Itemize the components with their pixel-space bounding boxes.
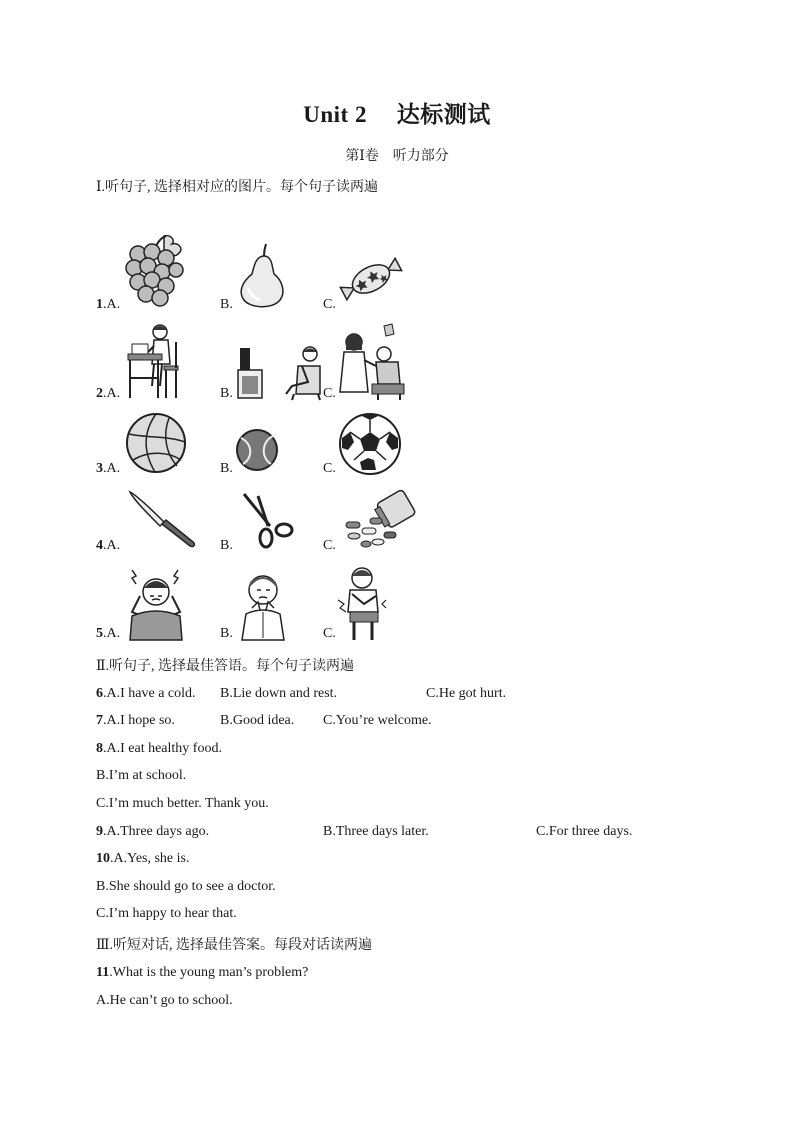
nurse-patient-icon <box>338 322 406 400</box>
q1-label: 1.A. <box>96 297 121 312</box>
q4-label: 4.A. <box>96 538 121 553</box>
q2-option-b-label: B. <box>220 386 233 401</box>
q11-option-a: A.He can’t go to school. <box>96 993 233 1008</box>
pills-icon <box>340 488 420 552</box>
q9-option-a: 9.A.Three days ago. <box>96 824 210 839</box>
q2-option-c-label: C. <box>323 386 336 401</box>
q3-label: 3.A. <box>96 461 121 476</box>
q11-question: 11.What is the young man’s problem? <box>96 965 309 980</box>
q5-option-c-label: C. <box>323 626 336 641</box>
q3-option-b-label: B. <box>220 461 233 476</box>
scissors-icon <box>240 492 294 550</box>
q6-option-a: 6.A.I have a cold. <box>96 686 196 701</box>
q6-option-b: B.Lie down and rest. <box>220 686 338 701</box>
q5-label: 5.A. <box>96 626 121 641</box>
section-2-heading: Ⅱ.听句子, 选择最佳答语。每个句子读两遍 <box>96 659 355 674</box>
q10-option-a: 10.A.Yes, she is. <box>96 851 190 866</box>
q3-option-c-label: C. <box>323 461 336 476</box>
pear-icon <box>236 242 286 310</box>
q8-option-a: 8.A.I eat healthy food. <box>96 741 222 756</box>
q8-option-b: B.I’m at school. <box>96 768 187 783</box>
q7-option-b: B.Good idea. <box>220 713 295 728</box>
q6-option-c: C.He got hurt. <box>426 686 507 701</box>
boy-watching-tv-icon <box>236 346 322 400</box>
q2-label: 2.A. <box>96 386 121 401</box>
q1-option-c-label: C. <box>323 297 336 312</box>
grapes-icon <box>126 232 188 310</box>
tennis-ball-icon <box>235 428 279 472</box>
boy-studying-icon <box>124 322 184 400</box>
q5-option-b-label: B. <box>220 626 233 641</box>
page-title: Unit 2 达标测试 <box>303 102 491 127</box>
volleyball-icon <box>125 412 187 474</box>
section-3-heading: Ⅲ.听短对话, 选择最佳答案。每段对话读两遍 <box>96 938 372 953</box>
paper-part-label: 第Ⅰ卷 听力部分 <box>345 149 449 164</box>
q7-option-a: 7.A.I hope so. <box>96 713 175 728</box>
q9-option-b: B.Three days later. <box>323 824 429 839</box>
q4-option-b-label: B. <box>220 538 233 553</box>
q1-option-b-label: B. <box>220 297 233 312</box>
sore-throat-icon <box>238 568 288 640</box>
candy-icon <box>338 252 404 306</box>
q10-option-c: C.I’m happy to hear that. <box>96 906 237 921</box>
q10-option-b: B.She should go to see a doctor. <box>96 879 276 894</box>
headache-icon <box>126 566 186 640</box>
soccer-ball-icon <box>338 412 402 476</box>
q9-option-c: C.For three days. <box>536 824 633 839</box>
knife-icon <box>126 490 198 550</box>
q8-option-c: C.I’m much better. Thank you. <box>96 796 269 811</box>
section-1-heading: Ⅰ.听句子, 选择相对应的图片。每个句子读两遍 <box>96 180 379 195</box>
q4-option-c-label: C. <box>323 538 336 553</box>
q7-option-c: C.You’re welcome. <box>323 713 432 728</box>
stomachache-icon <box>336 564 392 642</box>
